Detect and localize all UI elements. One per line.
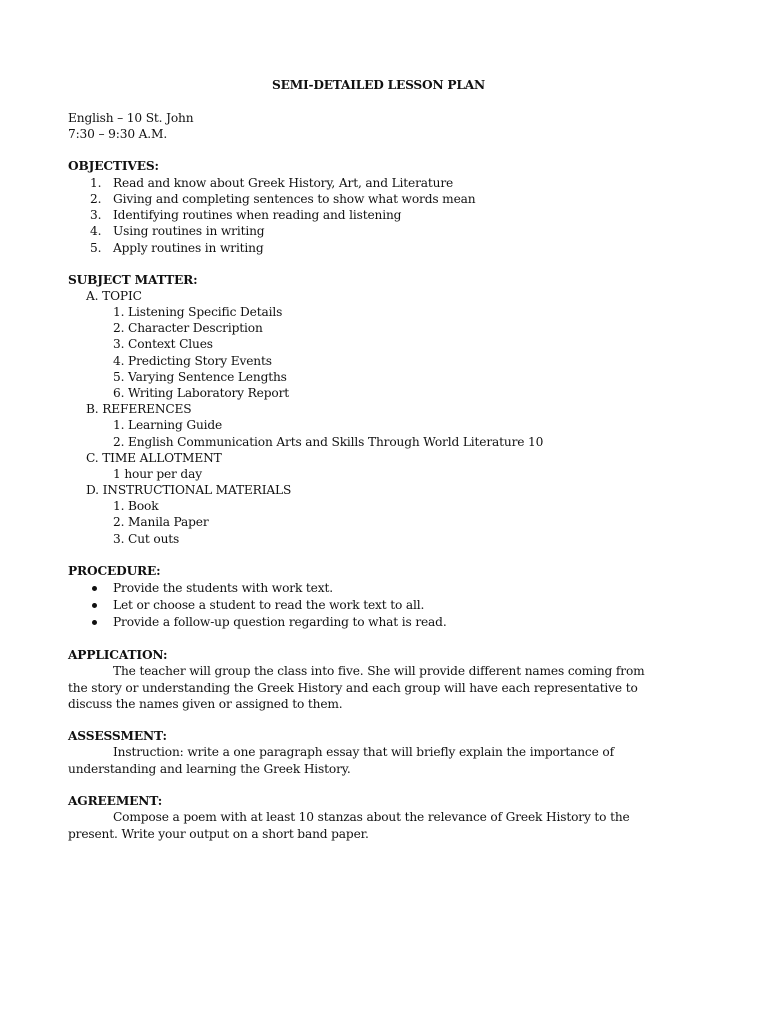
instructional-materials-label: D. INSTRUCTIONAL MATERIALS (86, 483, 292, 497)
objective-number: 5. (90, 241, 102, 255)
procedure-item: Let or choose a student to read the work text to all. (113, 598, 425, 612)
objective-text: Using routines in writing (113, 224, 265, 238)
time-line: 7:30 – 9:30 A.M. (68, 127, 168, 141)
topic-item: 5. Varying Sentence Lengths (113, 370, 287, 384)
material-item: 1. Book (113, 499, 159, 513)
objective-text: Identifying routines when reading and listening (113, 208, 402, 222)
subject-matter-heading: SUBJECT MATTER: (68, 273, 198, 287)
procedure-item: Provide the students with work text. (113, 581, 333, 595)
bullet-icon (92, 586, 97, 591)
topic-label: A. TOPIC (86, 289, 142, 303)
class-line: English – 10 St. John (68, 111, 194, 125)
application-heading: APPLICATION: (68, 648, 168, 662)
bullet-icon (92, 620, 97, 625)
material-item: 3. Cut outs (113, 532, 180, 546)
topic-item: 3. Context Clues (113, 337, 213, 351)
objective-number: 4. (90, 224, 102, 238)
reference-item: 2. English Communication Arts and Skills Through World Literature 10 (113, 435, 544, 449)
references-label: B. REFERENCES (86, 402, 192, 416)
paragraph-line: The teacher will group the class into five. She will provide different names coming from (113, 664, 645, 678)
bullet-icon (92, 603, 97, 608)
assessment-heading: ASSESSMENT: (68, 729, 167, 743)
reference-item: 1. Learning Guide (113, 418, 223, 432)
paragraph-line: the story or understanding the Greek History and each group will have each representative to (68, 681, 638, 695)
paragraph-line: Instruction: write a one paragraph essay that will briefly explain the importance of (113, 745, 614, 759)
objective-number: 3. (90, 208, 102, 222)
time-allotment-label: C. TIME ALLOTMENT (86, 451, 222, 465)
objectives-heading: OBJECTIVES: (68, 159, 159, 173)
topic-item: 6. Writing Laboratory Report (113, 386, 289, 400)
objective-text: Apply routines in writing (113, 241, 264, 255)
objective-number: 1. (90, 176, 102, 190)
material-item: 2. Manila Paper (113, 515, 209, 529)
procedure-item: Provide a follow-up question regarding to what is read. (113, 615, 447, 629)
procedure-heading: PROCEDURE: (68, 564, 161, 578)
paragraph-line: Compose a poem with at least 10 stanzas about the relevance of Greek History to the (113, 810, 630, 824)
agreement-heading: AGREEMENT: (68, 794, 163, 808)
objective-text: Giving and completing sentences to show what words mean (113, 192, 476, 206)
topic-item: 2. Character Description (113, 321, 263, 335)
topic-item: 4. Predicting Story Events (113, 354, 272, 368)
page-title: SEMI-DETAILED LESSON PLAN (272, 78, 485, 92)
paragraph-line: understanding and learning the Greek History. (68, 762, 351, 776)
objective-text: Read and know about Greek History, Art, and Literature (113, 176, 454, 190)
paragraph-line: discuss the names given or assigned to them. (68, 697, 343, 711)
topic-item: 1. Listening Specific Details (113, 305, 283, 319)
objective-number: 2. (90, 192, 102, 206)
time-allotment-value: 1 hour per day (113, 467, 202, 481)
paragraph-line: present. Write your output on a short band paper. (68, 827, 369, 841)
